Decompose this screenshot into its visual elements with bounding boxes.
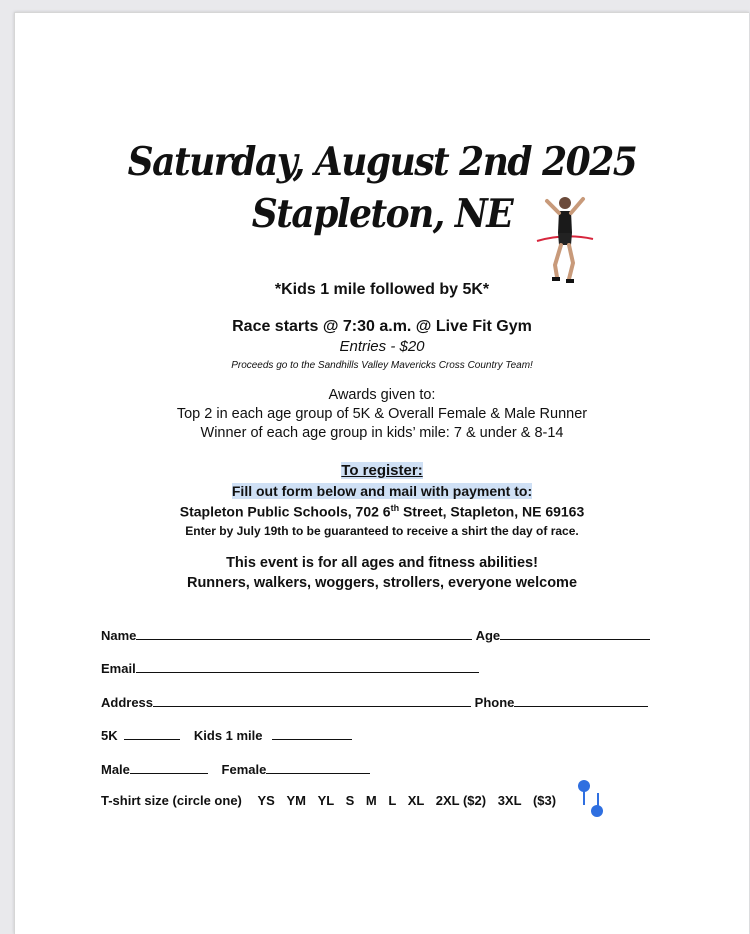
proceeds-note: Proceeds go to the Sandhills Valley Mavericks Cross Country Team! xyxy=(231,360,533,371)
tshirt-row xyxy=(101,793,556,808)
female-field[interactable] xyxy=(266,761,370,774)
register-heading-wrap xyxy=(15,462,749,479)
address-field[interactable] xyxy=(153,694,471,707)
size-l[interactable]: L xyxy=(388,793,397,808)
size-m[interactable]: M xyxy=(365,793,377,808)
runner-icon xyxy=(533,193,597,289)
male-field[interactable] xyxy=(130,761,208,774)
size-yl[interactable]: YL xyxy=(317,793,334,808)
age-field[interactable] xyxy=(500,627,650,640)
female-label: Female xyxy=(221,762,267,777)
phone-label: Phone xyxy=(474,695,515,710)
registration-deadline: Enter by July 19th to be guaranteed to receive a shirt the day of race. xyxy=(185,524,579,538)
size-2xl[interactable]: 2XL ($2) xyxy=(435,793,487,808)
awards-line-2: Winner of each age group in kids’ mile: 7 & under & 8-14 xyxy=(200,425,564,441)
kids-race-note: *Kids 1 mile followed by 5K* xyxy=(274,281,490,298)
name-label: Name xyxy=(101,628,137,643)
email-label: Email xyxy=(101,661,136,676)
document-page xyxy=(14,12,749,934)
entries-fee: Entries - $20 xyxy=(339,338,425,355)
age-label: Age xyxy=(475,628,501,643)
event-date: Saturday, August 2nd 2025 xyxy=(127,139,637,185)
race-start: Race starts @ 7:30 a.m. @ Live Fit Gym xyxy=(232,318,532,335)
email-row xyxy=(101,660,479,676)
kids-mile-field[interactable] xyxy=(272,727,352,740)
event-location: Stapleton, NE xyxy=(251,191,513,237)
male-label: Male xyxy=(101,762,130,777)
size-ym[interactable]: YM xyxy=(286,793,306,808)
gender-row xyxy=(101,761,370,777)
size-xl[interactable]: XL xyxy=(407,793,425,808)
kids-mile-label: Kids 1 mile xyxy=(193,728,263,743)
mailing-address xyxy=(15,503,749,520)
selection-end-handle[interactable] xyxy=(591,805,603,817)
fivek-label: 5K xyxy=(101,728,118,743)
size-3xl[interactable]: 3XL xyxy=(497,793,522,808)
address-label: Address xyxy=(101,695,154,710)
name-field[interactable] xyxy=(136,627,472,640)
awards-heading: Awards given to: xyxy=(328,387,436,403)
register-heading: To register: xyxy=(341,462,423,479)
address-row xyxy=(101,694,648,710)
address-part-2: Street, Stapleton, NE 69163 xyxy=(399,503,585,520)
race-choice-row xyxy=(101,727,352,743)
address-part-1: Stapleton Public Schools, 702 6 xyxy=(179,503,391,520)
size-3xl-price[interactable]: ($3) xyxy=(532,793,557,808)
fivek-field[interactable] xyxy=(124,727,180,740)
awards-line-1: Top 2 in each age group of 5K & Overall Female & Male Runner xyxy=(176,406,588,422)
selection-start-caret xyxy=(583,789,585,805)
size-s[interactable]: S xyxy=(345,793,355,808)
phone-field[interactable] xyxy=(514,694,648,707)
name-row xyxy=(101,627,650,643)
address-superscript: th xyxy=(390,503,400,513)
email-field[interactable] xyxy=(136,660,479,673)
event-inclusive-line-2: Runners, walkers, woggers, strollers, everyone welcome xyxy=(186,575,578,591)
size-ys[interactable]: YS xyxy=(257,793,275,808)
tshirt-label: T-shirt size (circle one) xyxy=(101,793,242,808)
register-instruction: Fill out form below and mail with payment to: xyxy=(231,483,533,499)
event-inclusive-line-1: This event is for all ages and fitness abilities! xyxy=(226,555,538,571)
register-instruction-wrap xyxy=(15,483,749,499)
